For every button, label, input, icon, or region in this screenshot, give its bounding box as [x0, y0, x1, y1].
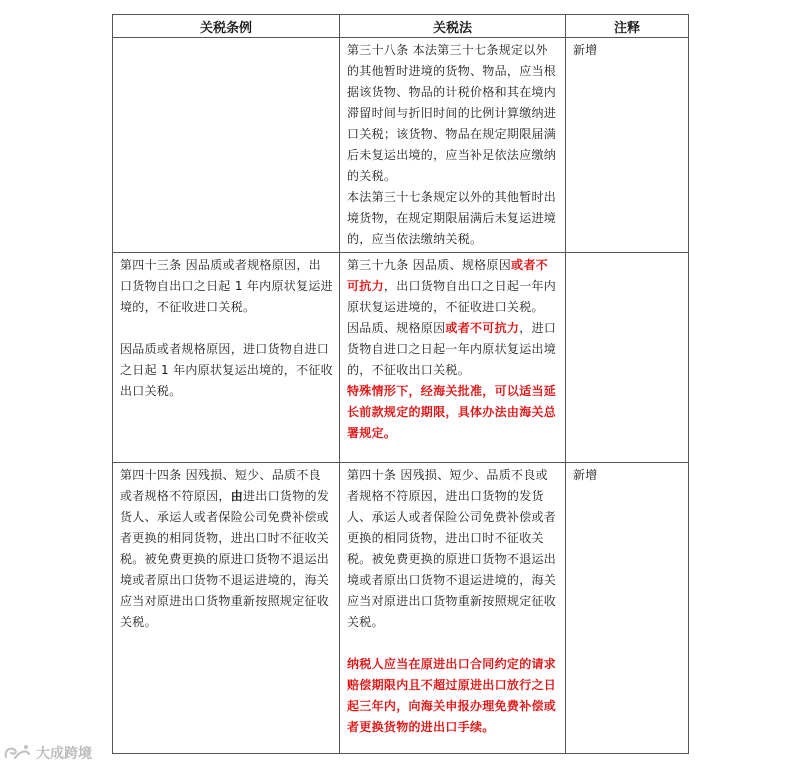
table-row: [113, 253, 689, 463]
paragraph: [347, 255, 559, 318]
cell-old-regulation: [113, 253, 340, 463]
cell-new-law: [340, 38, 566, 253]
paragraph: [347, 318, 559, 381]
cell-old-regulation: [113, 463, 340, 754]
paragraph: 第三十八条 本法第三十七条规定以外的其他暂时进境的货物、物品，应当根据该货物、物品的计税价格和其在境内滞留时间与折旧时间的比例计算缴纳进口关税；该货物、物品在规定期限届满后未复运出境的，应当补足依法应缴纳的关税。: [347, 43, 557, 183]
highlight-added-text: 或者不可抗力: [445, 321, 520, 335]
text-run: 进出口货物的发货人、承运人或者保险公司免费补偿或者更换的相同货物，进出口时不征收关税。被免费更换的原进口货物不退运出境或者原出口货物不退运进境的，海关应当对原进出口货物重新按照规定征收关税。: [120, 489, 330, 629]
header-notes: 注释: [566, 15, 689, 38]
table-row: [113, 463, 689, 754]
text-run: ，出口货物自出口之日起一年内原状复运进境的，不征收进口关税。: [347, 279, 557, 314]
highlight-added-paragraph: 纳税人应当在原进出口合同约定的请求赔偿期限内且不超过原进出口放行之日起三年内，向海关申报办理免费补偿或者更换货物的进出口手续。: [347, 657, 557, 734]
paragraph: [120, 465, 333, 633]
paragraph-gap: [120, 318, 333, 339]
cell-note: 新增: [566, 463, 689, 754]
paragraph: 本法第三十七条规定以外的其他暂时出境货物，在规定期限届满后未复运进境的，应当依法缴纳关税。: [347, 190, 557, 246]
paragraph-gap: [347, 633, 559, 654]
cell-old-regulation: [113, 38, 340, 253]
text-run: 因品质、规格原因: [347, 321, 446, 335]
cell-new-law: [340, 463, 566, 754]
cell-note: [566, 253, 689, 463]
header-new-law: 关税法: [340, 15, 566, 38]
text-run: 第四十四条 因残损、短少、品质不良或者规格不符原因，: [120, 468, 321, 503]
paragraph: 第四十三条 因品质或者规格原因，出口货物自出口之日起 1 年内原状复运进境的，不征收进口关税。: [120, 258, 333, 314]
logo-icon: [2, 743, 32, 763]
comparison-table: [112, 14, 689, 754]
highlight-added-text: 或者不可抗力: [347, 258, 548, 293]
watermark-text: 大成跨境: [36, 746, 92, 762]
text-run: 第三十九条 因品质、规格原因: [347, 258, 512, 272]
bold-text: 由: [230, 489, 244, 503]
cell-new-law: [340, 253, 566, 463]
paragraph: 第四十条 因残损、短少、品质不良或者规格不符原因，进出口货物的发货人、承运人或者保险公司免费补偿或者更换的相同货物，进出口时不征收关税。被免费更换的原进口货物不退运出境或者原出口货物不退运进境的，海关应当对原进出口货物重新按照规定征收关税。: [347, 468, 557, 629]
paragraph: 因品质或者规格原因，进口货物自进口之日起 1 年内原状复运出境的，不征收出口关税。: [120, 342, 333, 398]
highlight-added-paragraph: 特殊情形下，经海关批准，可以适当延长前款规定的期限，具体办法由海关总署规定。: [347, 384, 557, 440]
cell-note: 新增: [566, 38, 689, 253]
text-run: ，进口货物自进口之日起一年内原状复运出境的，不征收出口关税。: [347, 321, 557, 377]
watermark: [2, 740, 92, 766]
table-row: [113, 38, 689, 253]
header-old-regulation: 关税条例: [113, 15, 340, 38]
header-row: [113, 15, 689, 38]
